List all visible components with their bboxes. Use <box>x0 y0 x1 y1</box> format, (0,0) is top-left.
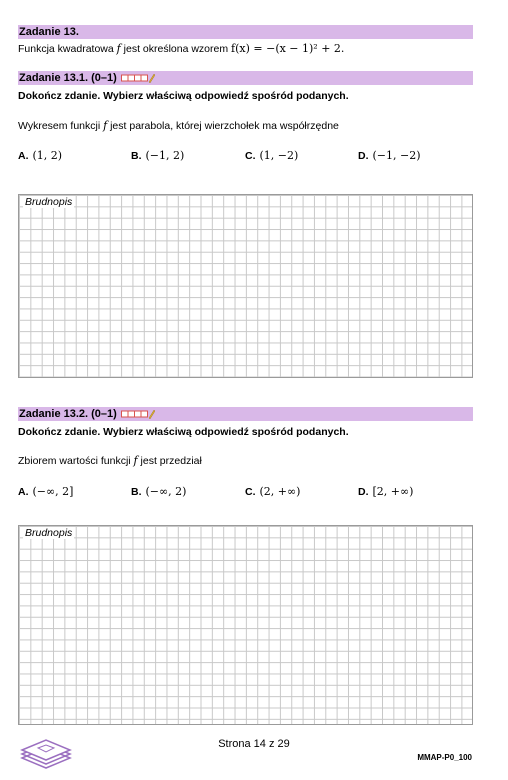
intro-prefix: Funkcja kwadratowa <box>18 43 114 55</box>
stem-prefix: Zbiorem wartości funkcji <box>18 455 131 467</box>
task13-1-instruction: Dokończ zdanie. Wybierz właściwą odpowiedź spośród podanych. <box>18 90 349 102</box>
draft-label: Brudnopis <box>25 196 73 208</box>
pencil-icon <box>149 74 155 83</box>
intro-mid: jest określona wzorem <box>123 43 229 55</box>
task13-2-instruction: Dokończ zdanie. Wybierz właściwą odpowiedź spośród podanych. <box>18 426 349 438</box>
option-letter: C. <box>245 486 256 498</box>
option-value: (1, −2) <box>259 149 299 162</box>
option-value: (−1, 2) <box>145 149 185 162</box>
task13-title: Zadanie 13. <box>19 26 79 38</box>
stem-var: f <box>103 119 108 132</box>
option-value: [2, +∞) <box>372 485 414 498</box>
option-value: (2, +∞) <box>259 485 301 498</box>
task13-1-option-a[interactable] <box>18 149 62 163</box>
draft-grid-2[interactable] <box>18 525 473 725</box>
stem-suffix: jest parabola, której wierzchołek ma współrzędne <box>110 120 339 132</box>
option-value: (−∞, 2) <box>145 485 187 498</box>
pencil-icon <box>149 410 155 419</box>
document-code: MMAP-P0_100 <box>417 753 472 762</box>
task13-1-title: Zadanie 13.1. (0–1) <box>19 72 117 84</box>
task13-header <box>18 25 473 39</box>
draft-grid-1[interactable] <box>18 194 473 378</box>
score-boxes-icon <box>121 73 155 83</box>
task13-2-option-a[interactable] <box>18 485 73 499</box>
task13-1-stem <box>18 119 339 133</box>
task13-1-header <box>18 71 473 85</box>
formula: f(x) = −(x − 1)² + 2. <box>231 42 345 55</box>
draft-label: Brudnopis <box>25 527 73 539</box>
option-value: (−1, −2) <box>372 149 421 162</box>
task13-intro <box>18 42 344 56</box>
task13-2-option-b[interactable] <box>131 485 186 499</box>
option-letter: A. <box>18 150 29 162</box>
score-boxes-icon <box>121 409 155 419</box>
option-letter: B. <box>131 150 142 162</box>
option-value: (−∞, 2] <box>32 485 74 498</box>
stem-var: f <box>133 454 138 467</box>
option-letter: A. <box>18 486 29 498</box>
option-value: (1, 2) <box>32 149 63 162</box>
option-letter: D. <box>358 150 369 162</box>
task13-1-option-d[interactable] <box>358 149 421 163</box>
option-letter: B. <box>131 486 142 498</box>
option-letter: C. <box>245 150 256 162</box>
task13-2-option-c[interactable] <box>245 485 300 499</box>
option-letter: D. <box>358 486 369 498</box>
page-number: Strona 14 z 29 <box>218 738 290 750</box>
task13-2-stem <box>18 454 202 468</box>
task13-2-header <box>18 407 473 421</box>
task13-1-option-c[interactable] <box>245 149 298 163</box>
task13-2-title: Zadanie 13.2. (0–1) <box>19 408 117 420</box>
task13-2-option-d[interactable] <box>358 485 413 499</box>
intro-var: f <box>116 42 121 55</box>
task13-1-option-b[interactable] <box>131 149 184 163</box>
stem-suffix: jest przedział <box>140 455 202 467</box>
stem-prefix: Wykresem funkcji <box>18 120 101 132</box>
